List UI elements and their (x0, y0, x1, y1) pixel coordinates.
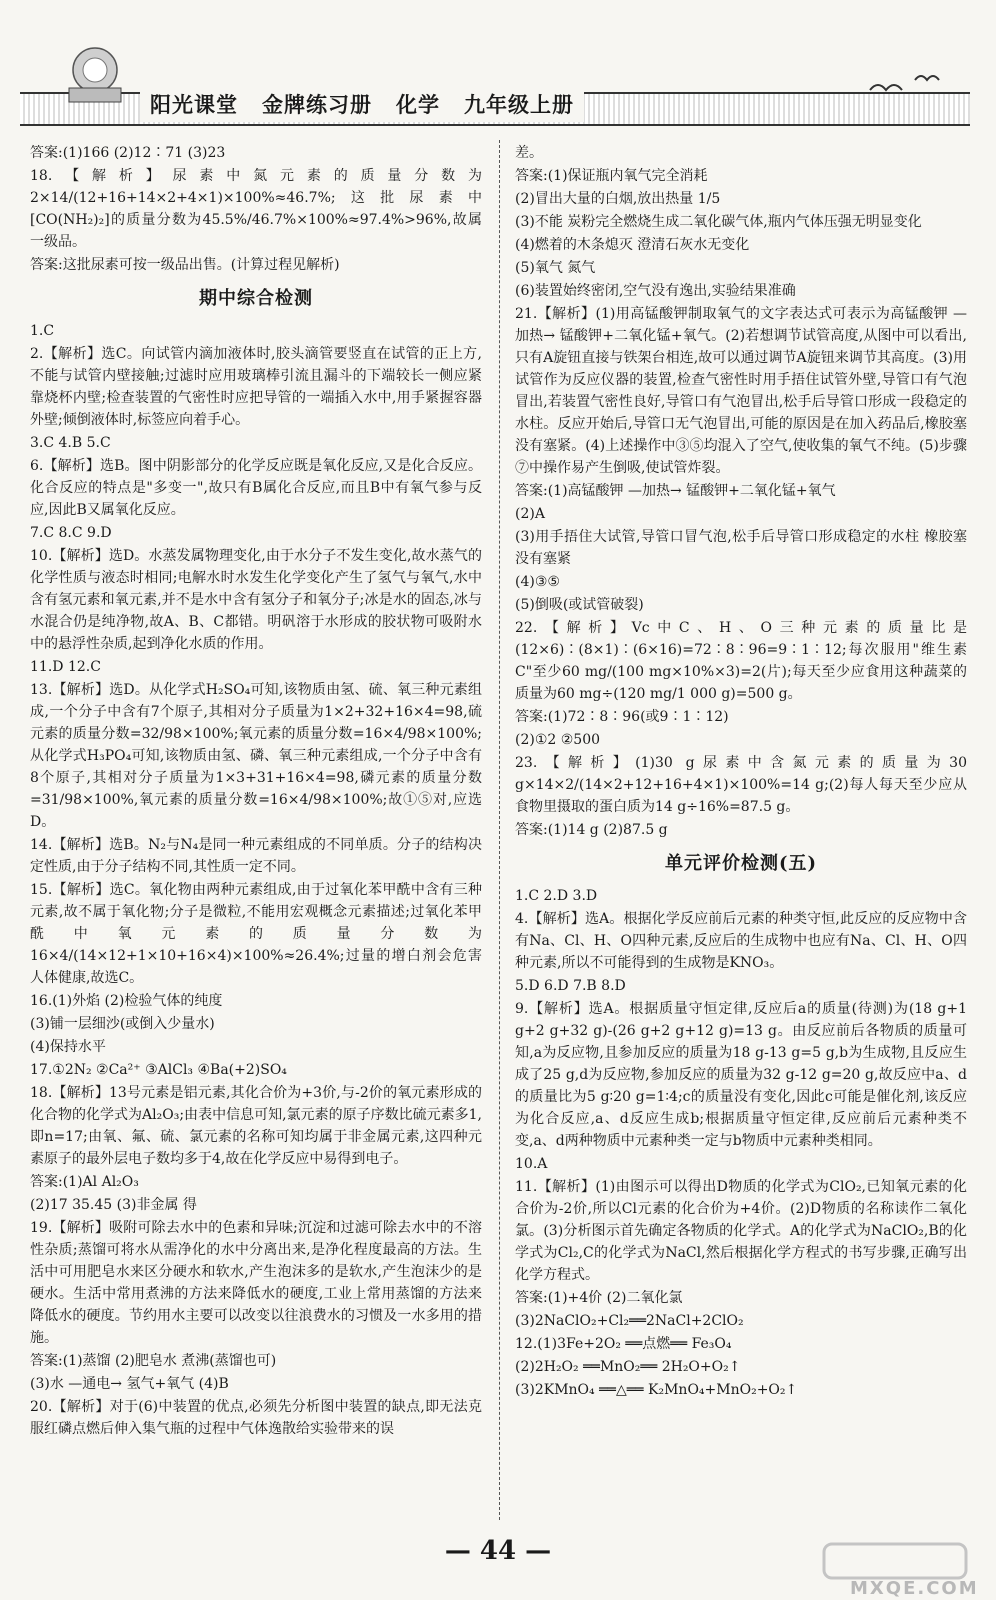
list-item: (2)A (515, 506, 545, 522)
list-item: 23.【解析】(1)30 g尿素中含氮元素的质量为30 g×14×2/(14×2+12+16+4×1)×100%=14 g;(2)每人每天至少应从食物里摄取的蛋白质为14 g÷16%=87.5 g。 (515, 755, 967, 815)
list-item: 14.【解析】选B。N₂与N₄是同一种元素组成的不同单质。分子的结构决定性质,由于分子结构不同,其性质一定不同。 (30, 837, 482, 875)
list-item: 差。 (515, 145, 543, 161)
page-header (0, 0, 996, 130)
list-item: 答案:(1)+4价 (2)二氧化氯 (515, 1290, 683, 1306)
list-item: (4)保持水平 (30, 1039, 106, 1055)
list-item: (6)装置始终密闭,空气没有逸出,实验结果准确 (515, 283, 796, 299)
list-item: 1.C (30, 323, 55, 339)
list-item: 20.【解析】对于(6)中装置的优点,必须先分析图中装置的缺点,即无法克服红磷点燃后伸入集气瓶的过程中气体逸散给实验带来的误 (30, 1399, 482, 1437)
list-item: (5)倒吸(或试管破裂) (515, 597, 644, 613)
list-item: 11.【解析】(1)由图示可以得出D物质的化学式为ClO₂,已知氧元素的化合价为-2价,所以Cl元素的化合价为+4价。(2)D物质的名称读作二氧化氯。(3)分析图示首先确定各物质的化学式。A的化学式为NaClO₂,B的化学式为Cl₂,C的化学式为NaCl,然后根据化学方程式的书写步骤,正确写出化学方程式。 (515, 1179, 967, 1283)
list-item: 16.(1)外焰 (2)检验气体的纯度 (30, 993, 223, 1009)
grade-name: 九年级上册 (464, 92, 574, 117)
list-item: 13.【解析】选D。从化学式H₂SO₄可知,该物质由氢、硫、氧三种元素组成,一个分子中含有7个原子,其相对分子质量为1×2+32+16×4=98,硫元素的质量分数=32/98×100%;氧元素的质量分数=16×4/98×100%;从化学式H₃PO₄可知,该物质由氢、磷、氧三种元素组成,一个分子中含有8个原子,其相对分子质量为1×3+31+16×4=98,磷元素的质量分数=31/98×100%,氧元素的质量分数=16×4/98×100%;故①⑤对,应选D。 (30, 682, 482, 830)
list-item: (3)2KMnO₄ ══△══ K₂MnO₄+MnO₂+O₂↑ (515, 1382, 798, 1398)
list-item: (3)铺一层细沙(或倒入少量水) (30, 1016, 215, 1032)
list-item: 22.【解析】Vc中C、H、O三种元素的质量比是(12×6)∶(8×1)∶(6×16)=72∶8∶96=9∶1∶12;每次服用"维生素C"至少60 mg/(100 mg×10%×3)=2(片);每天至少应食用这种蔬菜的质量为60 mg÷(120 mg/1 000 g)=500 g。 (515, 620, 967, 702)
birds-icon (860, 60, 960, 110)
list-item: (3)用手捂住大试管,导管口冒气泡,松手后导管口形成稳定的水柱 橡胶塞没有塞紧 (515, 529, 967, 567)
list-item: 7.C 8.C 9.D (30, 525, 112, 541)
list-item: 11.D 12.C (30, 659, 101, 675)
list-item: 15.【解析】选C。氧化物由两种元素组成,由于过氧化苯甲酰中含有三种元素,故不属于氧化物;分子是微粒,不能用宏观概念元素描述;过氧化苯甲酰中氧元素的质量分数为16×4/(14×12+1×10+16×4)×100%≈26.4%;过量的增白剂会危害人体健康,故选C。 (30, 882, 482, 986)
list-item: 3.C 4.B 5.C (30, 435, 111, 451)
list-item: 答案:(1)Al Al₂O₃ (30, 1174, 139, 1190)
page-number: — 44 — (444, 1536, 552, 1566)
list-item: 答案:(1)保证瓶内氧气完全消耗 (515, 168, 708, 184)
list-item: 答案:(1)高锰酸钾 —加热→ 锰酸钾+二氧化锰+氧气 (515, 483, 836, 499)
list-item: 答案:(1)蒸馏 (2)肥皂水 煮沸(蒸馏也可) (30, 1353, 277, 1369)
subject-name: 化学 (396, 92, 440, 117)
list-item: 10.A (515, 1156, 548, 1172)
brand-name: 阳光课堂 (150, 92, 238, 117)
list-item: (4)③⑤ (515, 574, 560, 590)
list-item: 12.(1)3Fe+2O₂ ══点燃══ Fe₃O₄ (515, 1336, 732, 1352)
section-title-unit5: 单元评价检测(五) (664, 853, 818, 874)
question-18-analysis: 18.【解析】尿素中氮元素的质量分数为2×14/(12+16+14×2+4×1)×100%≈46.7%;这批尿素中[CO(NH₂)₂]的质量分数为45.5%/46.7%×100%≈97.4%>96%,故属一级品。 (30, 168, 482, 250)
list-item: (5)氧气 氮气 (515, 260, 596, 276)
watermark-url: MXQE.COM (850, 1578, 979, 1599)
header-title (140, 86, 584, 122)
right-column (515, 142, 967, 1402)
list-item: 9.【解析】选A。根据质量守恒定律,反应后a的质量(待测)为(18 g+1 g+2 g+32 g)-(26 g+2 g+12 g)=13 g。由反应前后各物质的质量可知,a为反应物,且参加反应的质量为18 g-13 g=5 g,b为生成物,且反应生成了25 g,d为反应物,参加反应的质量为32 g-12 g=20 g,故反应中a、d的质量比为5 g∶20 g=1∶4;c的质量没有变化,因此c可能是催化剂,该反应为化合反应,a、d反应生成b;根据质量守恒定律,反应前后元素种类不变,a、d两种物质中元素种类一定与b物质中元素种类相同。 (515, 1001, 967, 1149)
series-name: 金牌练习册 (262, 92, 372, 117)
list-item: (3)不能 炭粉完全燃烧生成二氧化碳气体,瓶内气体压强无明显变化 (515, 214, 922, 230)
left-column (30, 142, 482, 1441)
list-item: 19.【解析】吸附可除去水中的色素和异味;沉淀和过滤可除去水中的不溶性杂质;蒸馏可将水从需净化的水中分离出来,是净化程度最高的方法。生活中可用肥皂水来区分硬水和软水,产生泡沫多的是软水,产生泡沫少的是硬水。生活中常用煮沸的方法来降低水的硬度,工业上常用蒸馏的方法来降低水的硬度。节约用水主要可以改变以往浪费水的习惯及一水多用的措施。 (30, 1220, 482, 1346)
list-item: 答案:(1)72∶8∶96(或9∶1∶12) (515, 709, 729, 725)
list-item: (2)①2 ②500 (515, 732, 601, 748)
list-item: 4.【解析】选A。根据化学反应前后元素的种类守恒,此反应的反应物中含有Na、Cl、H、O四种元素,反应后的生成物中也应有Na、Cl、H、O四种元素,所以不可能得到的生成物是KNO₃。 (515, 911, 967, 971)
list-item: (3)水 —通电→ 氢气+氧气 (4)B (30, 1376, 229, 1392)
list-item: 10.【解析】选D。水蒸发属物理变化,由于水分子不发生变化,故水蒸气的化学性质与液态时相同;电解水时水发生化学变化产生了氢气与氧气,水中含有氢元素和氧元素,并不是水中含有氢分子和氧分子;冰是水的固态,冰与水混合仍是纯净物,故A、B、C都错。明矾溶于水形成的胶状物可吸附水中的悬浮性杂质,起到净化水质的作用。 (30, 548, 482, 652)
question-18-answer: 答案:这批尿素可按一级品出售。(计算过程见解析) (30, 257, 340, 273)
list-item: 17.①2N₂ ②Ca²⁺ ③AlCl₃ ④Ba(+2)SO₄ (30, 1062, 287, 1078)
list-item: 答案:(1)14 g (2)87.5 g (515, 822, 668, 838)
list-item: 21.【解析】(1)用高锰酸钾制取氧气的文字表达式可表示为高锰酸钾 —加热→ 锰酸钾+二氧化锰+氧气。(2)若想调节试管高度,从图中可以看出,只有A旋钮直接与铁架台相连,故可以通过调节A旋钮来调节其高度。(3)用试管作为反应仪器的装置,检查气密性时用手捂住试管外壁,导管口有气泡冒出,若装置气密性良好,导管口有气泡冒出,松手后导管口形成一段稳定的水柱。反应开始后,导管口无气泡冒出,可能的原因是在加入药品后,橡胶塞没有塞紧。(4)上述操作中③⑤均混入了空气,使收集的氧气不纯。(5)步骤⑦中操作易产生倒吸,使试管炸裂。 (515, 306, 967, 476)
list-item: (2)2H₂O₂ ══MnO₂══ 2H₂O+O₂↑ (515, 1359, 741, 1375)
list-item: 18.【解析】13号元素是铝元素,其化合价为+3价,与-2价的氧元素形成的化合物的化学式为Al₂O₃;由表中信息可知,氯元素的原子序数比硫元素多1,即n=17;由氧、氟、硫、氯元素的名称可知均属于非金属元素,这四种元素原子的最外层电子数均多于4,故在化学反应中易得到电子。 (30, 1085, 482, 1167)
book-logo-icon (55, 40, 135, 110)
list-item: 6.【解析】选B。图中阴影部分的化学反应既是氧化反应,又是化合反应。化合反应的特点是"多变一",故只有B属化合反应,而且B中有氧气参与反应,因此B又属氧化反应。 (30, 458, 482, 518)
list-item: 2.【解析】选C。向试管内滴加液体时,胶头滴管要竖直在试管的正上方,不能与试管内壁接触;过滤时应用玻璃棒引流且漏斗的下端较长一侧应紧靠烧杯内壁;检查装置的气密性时应把导管的一端插入水中,用手紧握容器外壁;倾倒液体时,标签应向着手心。 (30, 346, 482, 428)
list-item: 5.D 6.D 7.B 8.D (515, 978, 626, 994)
column-divider (499, 140, 500, 1520)
section-title-midterm: 期中综合检测 (199, 288, 313, 309)
list-item: (2)17 35.45 (3)非金属 得 (30, 1197, 197, 1213)
list-item: (2)冒出大量的白烟,放出热量 1/5 (515, 191, 721, 207)
answer-17-prev: 答案:(1)166 (2)12∶71 (3)23 (30, 145, 226, 161)
list-item: 1.C 2.D 3.D (515, 888, 598, 904)
list-item: (4)燃着的木条熄灭 澄清石灰水无变化 (515, 237, 750, 253)
list-item: (3)2NaClO₂+Cl₂══2NaCl+2ClO₂ (515, 1313, 744, 1329)
